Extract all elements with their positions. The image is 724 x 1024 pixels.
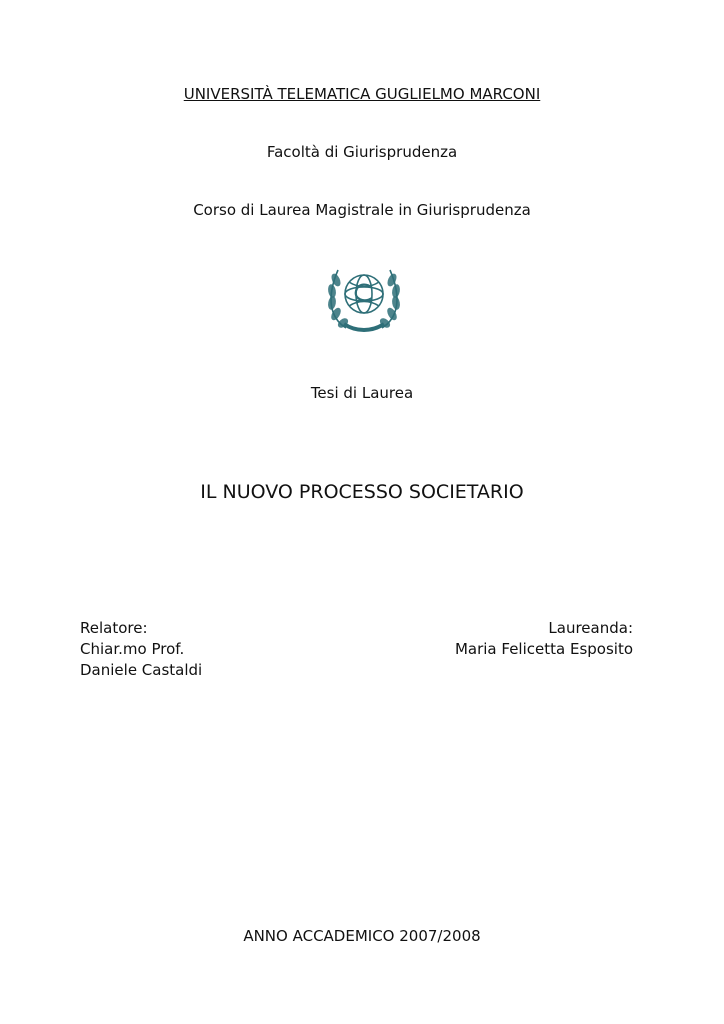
supervisor-label: Relatore: [80,619,148,637]
university-name: UNIVERSITÀ TELEMATICA GUGLIELMO MARCONI [183,85,541,103]
supervisor-block [80,618,202,681]
supervisor-name: Daniele Castaldi [80,661,203,679]
candidate-label: Laureanda: [548,619,633,637]
academic-year: ANNO ACCADEMICO 2007/2008 [243,927,481,945]
supervisor-title: Chiar.mo Prof. [80,640,185,658]
candidate-block [455,618,633,660]
faculty-name: Facoltà di Giurisprudenza [266,143,458,161]
thesis-type: Tesi di Laurea [310,384,414,402]
thesis-title: IL NUOVO PROCESSO SOCIETARIO [200,481,524,503]
course-name: Corso di Laurea Magistrale in Giurisprudenza [193,201,531,219]
candidate-name: Maria Felicetta Esposito [454,640,633,658]
university-seal-icon [316,258,412,338]
